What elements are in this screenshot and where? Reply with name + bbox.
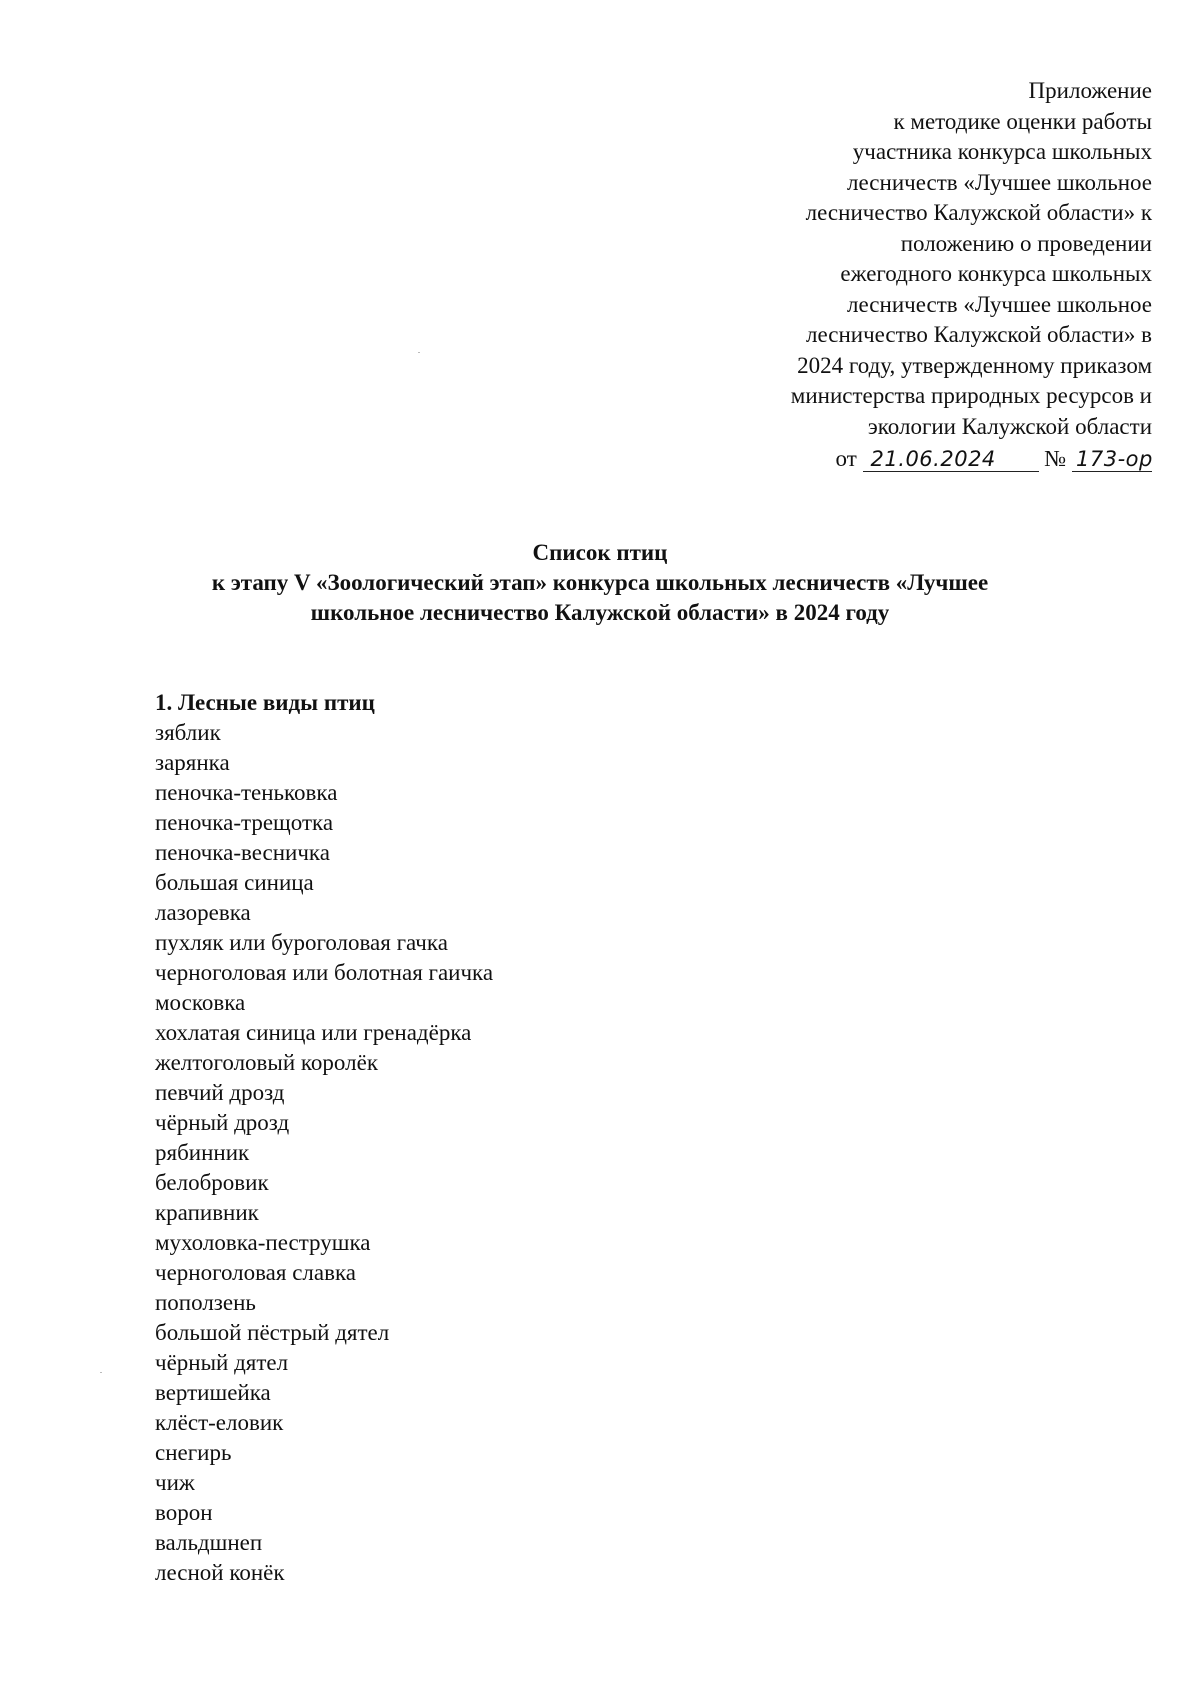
list-item: пеночка-теньковка xyxy=(155,780,338,805)
appendix-line: экологии Калужской области xyxy=(867,413,1152,439)
document-title xyxy=(100,538,1100,628)
list-item: поползень xyxy=(155,1290,256,1315)
bird-list xyxy=(155,718,855,1588)
list-item: крапивник xyxy=(155,1200,259,1225)
list-item: московка xyxy=(155,990,246,1015)
list-item: ворон xyxy=(155,1500,213,1525)
list-item: лесной конёк xyxy=(155,1560,285,1585)
list-item: желтоголовый королёк xyxy=(155,1050,378,1075)
list-item: чёрный дятел xyxy=(155,1350,289,1375)
list-item: хохлатая синица или гренадёрка xyxy=(155,1020,472,1045)
list-item: чиж xyxy=(155,1470,195,1495)
appendix-line: ежегодного конкурса школьных xyxy=(840,261,1152,286)
list-item: вальдшнеп xyxy=(155,1530,263,1555)
list-item: певчий дрозд xyxy=(155,1080,285,1105)
scan-speck xyxy=(100,1372,102,1373)
title-line: к этапу V «Зоологический этап» конкурса школьных лесничеств «Лучшее xyxy=(211,570,989,595)
number-prefix: № xyxy=(1044,446,1067,471)
section-heading: 1. Лесные виды птиц xyxy=(155,690,375,715)
appendix-line: лесничеств «Лучшее школьное xyxy=(847,169,1152,195)
list-item: мухоловка-пеструшка xyxy=(155,1230,371,1255)
handwritten-date: 21.06.2024 xyxy=(863,447,1039,472)
list-item: клёст-еловик xyxy=(155,1410,284,1435)
list-item: черноголовая или болотная гаичка xyxy=(155,960,494,985)
appendix-line: Приложение xyxy=(1028,78,1152,103)
list-item: белобровик xyxy=(155,1170,269,1195)
list-item: большая синица xyxy=(155,870,314,895)
handwritten-order-number: 173-ор xyxy=(1072,447,1152,472)
list-item: большой пёстрый дятел xyxy=(155,1320,390,1345)
title-line: Список птиц xyxy=(532,540,668,565)
list-item: вертишейка xyxy=(155,1380,271,1405)
appendix-line: 2024 году, утвержденному приказом xyxy=(797,352,1152,378)
appendix-line: министерства природных ресурсов и xyxy=(790,383,1152,408)
appendix-line: положению о проведении xyxy=(900,230,1152,256)
appendix-line: к методике оценки работы xyxy=(893,108,1152,134)
list-item: пеночка-трещотка xyxy=(155,810,334,835)
appendix-line: лесничество Калужской области» к xyxy=(805,200,1152,225)
list-item: черноголовая славка xyxy=(155,1260,357,1285)
list-item: зарянка xyxy=(155,750,230,775)
list-item: снегирь xyxy=(155,1440,232,1465)
list-item: пеночка-весничка xyxy=(155,840,330,865)
forest-birds-section xyxy=(155,688,855,1588)
list-item: чёрный дрозд xyxy=(155,1110,290,1135)
title-line: школьное лесничество Калужской области» в 2024 году xyxy=(310,600,890,625)
appendix-block xyxy=(632,76,1152,475)
appendix-line: участника конкурса школьных xyxy=(852,139,1152,164)
appendix-line: лесничеств «Лучшее школьное xyxy=(847,291,1152,317)
appendix-line: лесничество Калужской области» в xyxy=(805,322,1152,347)
list-item: лазоревка xyxy=(155,900,251,925)
list-item: зяблик xyxy=(155,720,221,745)
list-item: пухляк или буроголовая гачка xyxy=(155,930,448,955)
date-prefix: от xyxy=(835,446,857,471)
scan-speck xyxy=(418,352,420,353)
list-item: рябинник xyxy=(155,1140,250,1165)
order-date-number-line xyxy=(632,444,1152,475)
